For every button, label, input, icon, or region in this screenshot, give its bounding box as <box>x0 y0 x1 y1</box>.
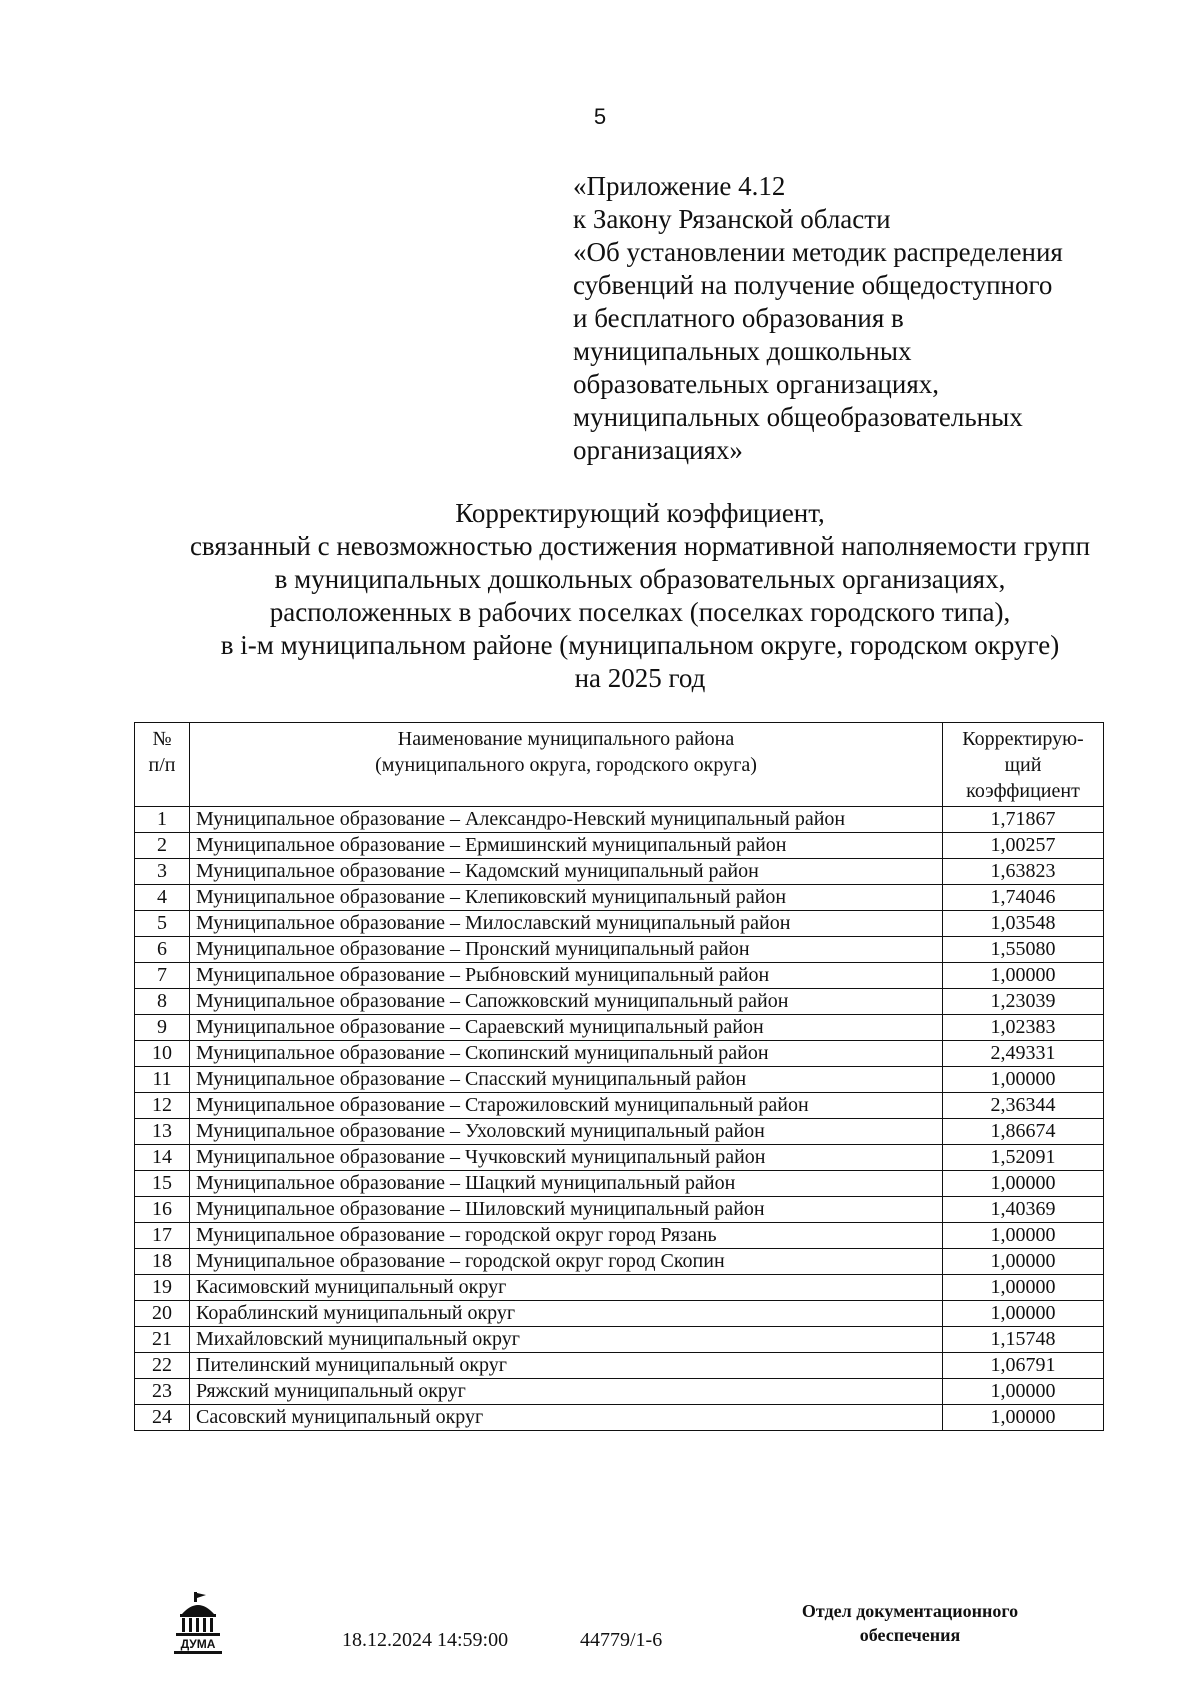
table-row <box>135 1327 1104 1353</box>
cell-name: Сасовский муниципальный округ <box>190 1405 943 1431</box>
page-number: 5 <box>593 104 607 129</box>
table-row <box>135 885 1104 911</box>
cell-value: 1,86674 <box>943 1119 1104 1145</box>
cell-value: 1,00000 <box>943 1301 1104 1327</box>
cell-num: 5 <box>135 911 190 937</box>
cell-num: 8 <box>135 989 190 1015</box>
cell-num: 16 <box>135 1197 190 1223</box>
cell-name: Муниципальное образование – Кадомский муниципальный район <box>190 859 943 885</box>
header-name-line: Наименование муниципального района <box>397 728 735 750</box>
cell-num: 17 <box>135 1223 190 1249</box>
appendix-line: образовательных организациях, <box>573 369 939 399</box>
table-row <box>135 911 1104 937</box>
header-value-line: Корректирую- <box>962 728 1084 750</box>
cell-name: Муниципальное образование – Ухоловский муниципальный район <box>190 1119 943 1145</box>
cell-name: Муниципальное образование – Скопинский муниципальный район <box>190 1041 943 1067</box>
table-header-row <box>135 723 1104 807</box>
cell-name: Муниципальное образование – Старожиловский муниципальный район <box>190 1093 943 1119</box>
cell-name: Пителинский муниципальный округ <box>190 1353 943 1379</box>
footer-department-line: Отдел документационного <box>801 1601 1019 1621</box>
cell-num: 11 <box>135 1067 190 1093</box>
table-row <box>135 1041 1104 1067</box>
cell-num: 14 <box>135 1145 190 1171</box>
cell-num: 12 <box>135 1093 190 1119</box>
appendix-line: и бесплатного образования в <box>573 303 904 333</box>
table-row <box>135 807 1104 833</box>
appendix-line: муниципальных дошкольных <box>573 336 912 366</box>
cell-value: 1,74046 <box>943 885 1104 911</box>
appendix-line: к Закону Рязанской области <box>573 204 891 234</box>
cell-name: Муниципальное образование – Спасский муниципальный район <box>190 1067 943 1093</box>
cell-value: 1,00000 <box>943 1379 1104 1405</box>
table-row <box>135 963 1104 989</box>
header-value-line: коэффициент <box>966 780 1080 802</box>
coefficient-table <box>134 722 1104 1431</box>
cell-name: Муниципальное образование – Сапожковский муниципальный район <box>190 989 943 1015</box>
cell-value: 1,06791 <box>943 1353 1104 1379</box>
appendix-line: организациях» <box>573 435 743 465</box>
cell-num: 24 <box>135 1405 190 1431</box>
table-row <box>135 1379 1104 1405</box>
cell-name: Муниципальное образование – Шиловский муниципальный район <box>190 1197 943 1223</box>
cell-value: 1,00000 <box>943 1067 1104 1093</box>
cell-value: 1,00000 <box>943 1223 1104 1249</box>
header-num-line: № <box>152 728 172 750</box>
cell-num: 9 <box>135 1015 190 1041</box>
cell-num: 10 <box>135 1041 190 1067</box>
cell-name: Михайловский муниципальный округ <box>190 1327 943 1353</box>
cell-name: Муниципальное образование – Милославский муниципальный район <box>190 911 943 937</box>
appendix-line: «Об установлении методик распределения <box>573 237 1063 267</box>
appendix-line: субвенций на получение общедоступного <box>573 270 1053 300</box>
cell-num: 7 <box>135 963 190 989</box>
table-row <box>135 1223 1104 1249</box>
table-row <box>135 1197 1104 1223</box>
table-row <box>135 1119 1104 1145</box>
appendix-line: муниципальных общеобразовательных <box>573 402 1023 432</box>
header-value-line: щий <box>1004 754 1042 776</box>
table-row <box>135 1405 1104 1431</box>
header-name <box>190 723 943 807</box>
table-row <box>135 937 1104 963</box>
cell-value: 2,36344 <box>943 1093 1104 1119</box>
title-line: расположенных в рабочих поселках (поселках городского типа), <box>269 597 1011 627</box>
cell-name: Ряжский муниципальный округ <box>190 1379 943 1405</box>
cell-name: Муниципальное образование – городской округ город Скопин <box>190 1249 943 1275</box>
table-row <box>135 1067 1104 1093</box>
table-row <box>135 1171 1104 1197</box>
cell-num: 3 <box>135 859 190 885</box>
table-row <box>135 833 1104 859</box>
cell-value: 1,02383 <box>943 1015 1104 1041</box>
header-num-line: п/п <box>148 754 176 776</box>
footer-doc-number: 44779/1-6 <box>580 1629 663 1651</box>
cell-value: 1,00000 <box>943 963 1104 989</box>
logo-text: ДУМА <box>180 1637 216 1651</box>
cell-name: Муниципальное образование – Пронский муниципальный район <box>190 937 943 963</box>
cell-name: Муниципальное образование – Чучковский муниципальный район <box>190 1145 943 1171</box>
cell-value: 1,71867 <box>943 807 1104 833</box>
cell-value: 1,15748 <box>943 1327 1104 1353</box>
document-title <box>130 497 1150 695</box>
title-line: на 2025 год <box>574 663 706 693</box>
cell-name: Касимовский муниципальный округ <box>190 1275 943 1301</box>
cell-value: 1,23039 <box>943 989 1104 1015</box>
cell-name: Кораблинский муниципальный округ <box>190 1301 943 1327</box>
cell-value: 1,52091 <box>943 1145 1104 1171</box>
cell-value: 1,55080 <box>943 937 1104 963</box>
table-row <box>135 1015 1104 1041</box>
cell-value: 1,00000 <box>943 1171 1104 1197</box>
cell-num: 20 <box>135 1301 190 1327</box>
appendix-line: «Приложение 4.12 <box>573 171 786 201</box>
cell-value: 2,49331 <box>943 1041 1104 1067</box>
cell-num: 4 <box>135 885 190 911</box>
cell-name: Муниципальное образование – Ермишинский муниципальный район <box>190 833 943 859</box>
header-num <box>135 723 190 807</box>
table-row <box>135 1275 1104 1301</box>
cell-num: 21 <box>135 1327 190 1353</box>
cell-name: Муниципальное образование – Шацкий муниципальный район <box>190 1171 943 1197</box>
table-row <box>135 1301 1104 1327</box>
appendix-block <box>573 170 1133 467</box>
cell-value: 1,40369 <box>943 1197 1104 1223</box>
cell-num: 2 <box>135 833 190 859</box>
table-row <box>135 1353 1104 1379</box>
duma-building-logo-icon <box>170 1590 226 1656</box>
table-row <box>135 859 1104 885</box>
title-line: в муниципальных дошкольных образовательных организациях, <box>274 564 1006 594</box>
table-row <box>135 1249 1104 1275</box>
table-body <box>135 807 1104 1431</box>
footer-timestamp: 18.12.2024 14:59:00 <box>342 1629 509 1651</box>
title-line: в i-м муниципальном районе (муниципальном округе, городском округе) <box>220 630 1060 660</box>
cell-value: 1,00257 <box>943 833 1104 859</box>
header-name-line: (муниципального округа, городского округа) <box>375 754 757 776</box>
cell-num: 6 <box>135 937 190 963</box>
cell-num: 13 <box>135 1119 190 1145</box>
cell-num: 15 <box>135 1171 190 1197</box>
cell-name: Муниципальное образование – Клепиковский муниципальный район <box>190 885 943 911</box>
cell-num: 18 <box>135 1249 190 1275</box>
cell-value: 1,00000 <box>943 1405 1104 1431</box>
cell-value: 1,00000 <box>943 1275 1104 1301</box>
cell-name: Муниципальное образование – Александро-Невский муниципальный район <box>190 807 943 833</box>
table-row <box>135 1145 1104 1171</box>
footer-department-line: обеспечения <box>859 1625 961 1645</box>
cell-num: 23 <box>135 1379 190 1405</box>
cell-num: 1 <box>135 807 190 833</box>
cell-value: 1,00000 <box>943 1249 1104 1275</box>
footer-department <box>760 1599 1060 1647</box>
cell-name: Муниципальное образование – Рыбновский муниципальный район <box>190 963 943 989</box>
cell-value: 1,03548 <box>943 911 1104 937</box>
header-value <box>943 723 1104 807</box>
cell-num: 22 <box>135 1353 190 1379</box>
title-line: Корректирующий коэффициент, <box>455 498 825 528</box>
table-row <box>135 989 1104 1015</box>
table-row <box>135 1093 1104 1119</box>
cell-name: Муниципальное образование – городской округ город Рязань <box>190 1223 943 1249</box>
cell-num: 19 <box>135 1275 190 1301</box>
cell-name: Муниципальное образование – Сараевский муниципальный район <box>190 1015 943 1041</box>
cell-value: 1,63823 <box>943 859 1104 885</box>
title-line: связанный с невозможностью достижения нормативной наполняемости групп <box>189 531 1091 561</box>
